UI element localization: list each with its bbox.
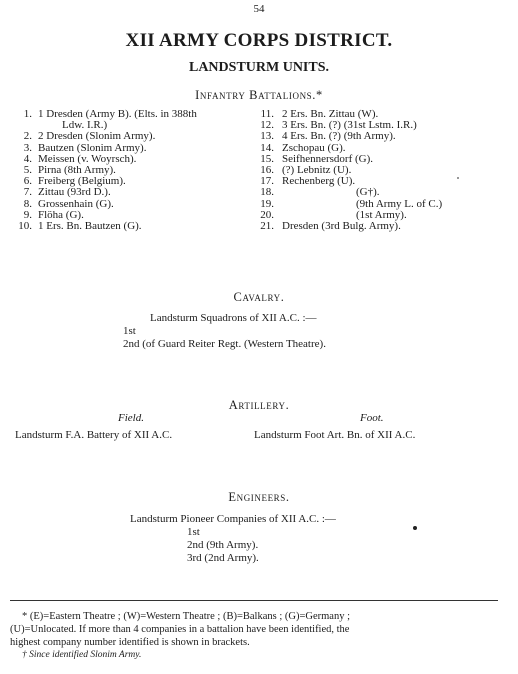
battalion-number: 8. bbox=[23, 197, 32, 210]
footnote-line-2: (U)=Unlocated. If more than 4 companies in a battalion have been identified, the bbox=[10, 624, 350, 635]
battalion-entry: Grossenhain (G). bbox=[38, 197, 114, 210]
battalion-entry: Dresden (3rd Bulg. Army). bbox=[282, 220, 401, 232]
page-title: XII ARMY CORPS DISTRICT. bbox=[125, 30, 393, 51]
battalion-entry: (?) Lebnitz (U). bbox=[282, 164, 352, 176]
battalion-number: 21. bbox=[260, 220, 274, 232]
battalion-number: 14. bbox=[260, 141, 274, 154]
battalion-entry: 3 Ers. Bn. (?) (31st Lstm. I.R.) bbox=[282, 119, 417, 132]
engineers-item-2: 2nd (9th Army). bbox=[187, 539, 259, 551]
battalion-entry: Ldw. I.R.) bbox=[62, 119, 108, 132]
battalion-entry: 2 Dresden (Slonim Army). bbox=[38, 130, 156, 143]
battalion-entry: Seifhennersdorf (G). bbox=[282, 152, 374, 165]
battalion-number: 6. bbox=[23, 175, 32, 188]
artillery-field-label: Field. bbox=[118, 412, 144, 424]
ink-spot bbox=[413, 526, 417, 530]
battalion-entry: 1 Ers. Bn. Bautzen (G). bbox=[38, 220, 142, 232]
battalion-number: 5. bbox=[23, 164, 32, 176]
cavalry-intro: Landsturm Squadrons of XII A.C. :— bbox=[150, 312, 317, 324]
engineers-intro: Landsturm Pioneer Companies of XII A.C. :— bbox=[130, 513, 336, 525]
battalion-entry: Freiberg (Belgium). bbox=[38, 175, 126, 188]
battalion-number: 13. bbox=[260, 130, 274, 143]
battalion-number: 12. bbox=[260, 119, 274, 132]
engineers-item-1: 1st bbox=[187, 526, 200, 538]
battalion-number: 7. bbox=[23, 186, 32, 199]
footnote-line-1: * (E)=Eastern Theatre ; (W)=Western Theatre ; (B)=Balkans ; (G)=Germany ; bbox=[22, 611, 350, 622]
artillery-foot-label: Foot. bbox=[360, 412, 384, 424]
battalion-entry: 1 Dresden (Army B). (Elts. in 388th bbox=[38, 108, 197, 120]
battalion-entry: 4 Ers. Bn. (?) (9th Army). bbox=[282, 130, 396, 143]
battalion-entry: 2 Ers. Bn. Zittau (W). bbox=[282, 108, 379, 120]
artillery-foot-text: Landsturm Foot Art. Bn. of XII A.C. bbox=[254, 429, 416, 441]
page-subtitle: LANDSTURM UNITS. bbox=[188, 60, 330, 75]
battalion-number: 11. bbox=[260, 108, 274, 120]
footnote-line-3: highest company number identified is shown in brackets. bbox=[10, 637, 250, 648]
battalion-number: 3. bbox=[23, 141, 32, 154]
engineers-item-3: 3rd (2nd Army). bbox=[187, 552, 259, 564]
battalion-number: 16. bbox=[260, 164, 274, 176]
artillery-field-text: Landsturm F.A. Battery of XII A.C. bbox=[15, 429, 173, 441]
footnote-line-4: † Since identified Slonim Army. bbox=[22, 650, 142, 660]
battalion-number: 4. bbox=[23, 152, 32, 165]
infantry-heading: Infantry Battalions.* bbox=[195, 88, 323, 102]
battalion-entry: Meissen (v. Woyrsch). bbox=[38, 152, 137, 165]
battalion-entry: Zittau (93rd D.). bbox=[38, 186, 111, 199]
battalion-number: 1. bbox=[23, 108, 32, 120]
battalion-number: 18. bbox=[260, 186, 274, 199]
battalion-number: 10. bbox=[18, 220, 32, 232]
battalion-entry: Rechenberg (U). bbox=[282, 175, 356, 188]
battalion-entry: Bautzen (Slonim Army). bbox=[38, 141, 147, 154]
cavalry-heading: Cavalry. bbox=[233, 290, 285, 304]
battalion-entry: Pirna (8th Army). bbox=[38, 164, 116, 176]
battalion-entry: Flöha (G). bbox=[38, 208, 84, 221]
battalion-entry: (1st Army). bbox=[356, 208, 407, 221]
battalion-number: 2. bbox=[23, 130, 32, 143]
artillery-heading: Artillery. bbox=[228, 398, 290, 412]
battalion-number: 20. bbox=[260, 208, 274, 221]
battalion-number: 19. bbox=[260, 197, 274, 210]
battalion-number: 9. bbox=[23, 208, 32, 221]
footnote-divider bbox=[10, 600, 498, 601]
battalion-entry: (9th Army L. of C.) bbox=[356, 197, 443, 210]
cavalry-item-1: 1st bbox=[123, 325, 136, 337]
battalion-entry: (G†). bbox=[356, 186, 380, 199]
battalion-number: 17. bbox=[260, 175, 274, 188]
engineers-heading: Engineers. bbox=[228, 490, 290, 504]
battalion-number bbox=[12, 119, 32, 131]
ink-speck bbox=[457, 177, 459, 179]
page-number: 54 bbox=[253, 3, 265, 15]
battalion-number: 15. bbox=[260, 152, 274, 165]
battalion-entry: Zschopau (G). bbox=[282, 141, 346, 154]
cavalry-item-2: 2nd (of Guard Reiter Regt. (Western Theatre). bbox=[123, 338, 326, 350]
